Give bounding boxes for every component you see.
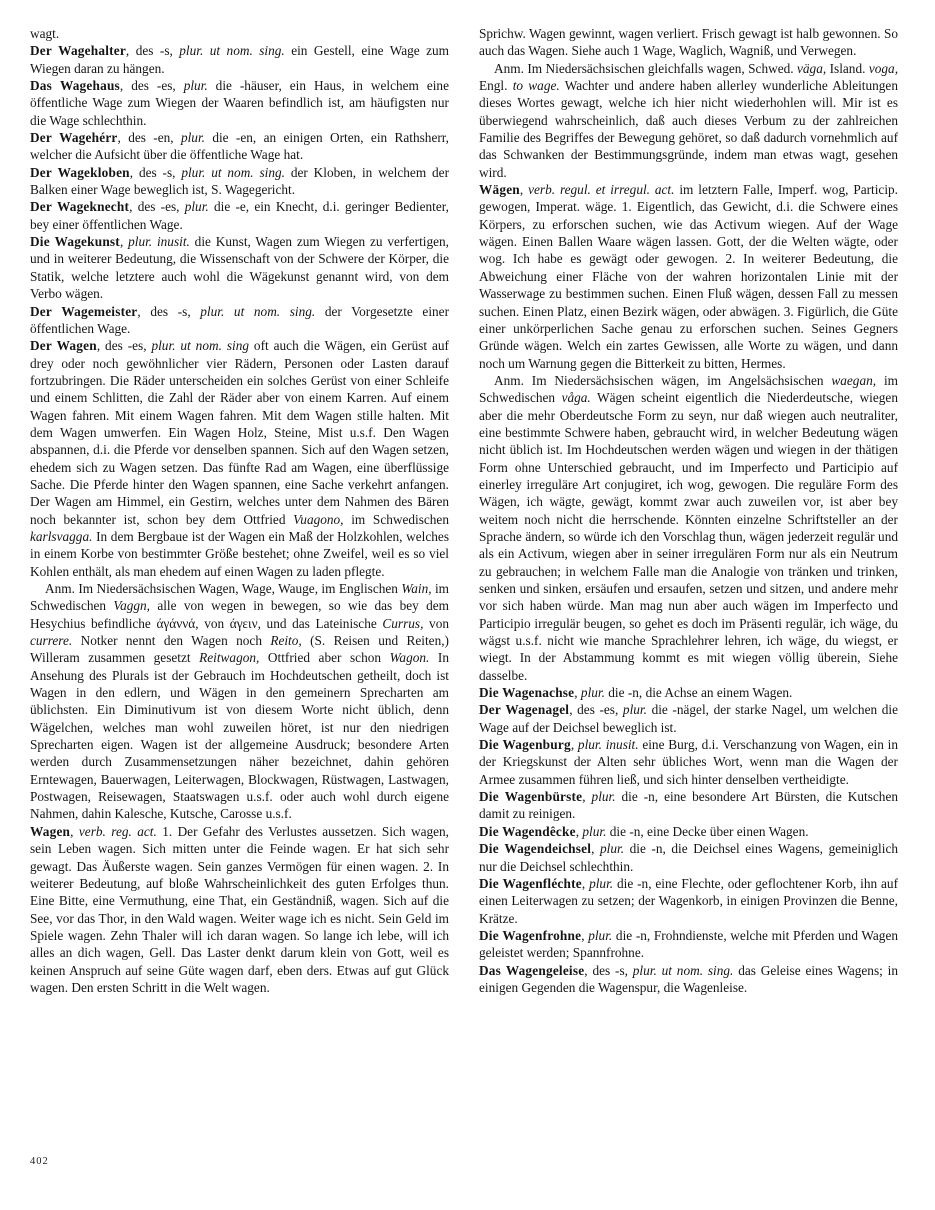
continuation-paragraph — [479, 25, 898, 60]
headword: Die Wagenfrohne — [479, 927, 582, 943]
text-segment: Notker nennt den Wagen noch — [72, 633, 271, 649]
dictionary-entry — [30, 337, 449, 580]
column-right — [479, 25, 898, 996]
text-segment: , — [575, 823, 583, 839]
text-segment: plur. — [622, 702, 647, 718]
page-number: 402 — [30, 1156, 49, 1167]
text-segment: , — [582, 789, 592, 805]
text-segment: Reito, — [270, 633, 302, 649]
column-left — [30, 25, 449, 996]
text-segment: im Schwedischen — [479, 372, 898, 406]
headword: Der Wagemeister — [30, 303, 138, 319]
text-segment: , — [119, 234, 129, 250]
text-segment: die -n, eine besondere Art Bürsten, die Kutschen damit zu reinigen. — [479, 789, 898, 822]
text-segment: karlsvagga. — [30, 528, 93, 544]
text-segment: im Schwedischen — [30, 581, 449, 614]
text-segment: plur. ut nom. sing. — [200, 303, 316, 319]
text-segment: die -n, eine Decke über einen Wagen. — [606, 823, 809, 839]
text-segment: Anm. Im Niedersächsischen Wagen, Wage, Wauge, im Englischen — [45, 581, 402, 596]
text-segment: (S. Reisen und Reiten,) Willeram zusammen gesetzt — [30, 633, 449, 666]
text-segment: plur. ut nom. sing — [151, 338, 249, 354]
text-segment: voga, — [868, 60, 899, 76]
text-segment: , des -s, — [584, 962, 633, 978]
text-segment: , — [570, 737, 578, 753]
text-segment: die Kunst, Wagen zum Wiegen zu verfertigen, und in weiterer Bedeutung, die Wissenschaft von der Schwere der Körper, die Statik, welche letztere auch wohl die Wägekunst genannt wird, von dem Verbo wägen. — [30, 234, 450, 302]
text-segment: die -nägel, der starke Nagel, um welchen die Wage auf der Deichsel beweglich ist. — [479, 702, 898, 735]
headword: Der Wageknecht — [30, 199, 130, 215]
dictionary-entry — [479, 701, 898, 736]
text-segment: Reitwagon, — [199, 650, 260, 666]
text-segment: , des -es, — [129, 199, 185, 215]
text-segment: im Schwedischen — [343, 511, 449, 527]
dictionary-entry — [479, 788, 898, 823]
dictionary-entry — [30, 129, 449, 164]
text-segment: plur. — [589, 875, 614, 891]
text-segment: plur. ut nom. sing. — [632, 962, 734, 978]
text-segment: eine Burg, d.i. Verschanzung von Wagen, ein in der Kriegskunst der Alten sehr übliches Wort, wenn man die Wagen der Armee zusammen führen ließ, und sich hinter denselben vertheidigte. — [479, 737, 899, 787]
text-columns — [30, 25, 898, 996]
text-segment: ein Gestell, eine Wage zum Wiegen daran zu hängen. — [30, 43, 450, 76]
headword: Die Wagendêcke — [479, 823, 576, 839]
dictionary-entry — [30, 198, 449, 233]
annotation-paragraph — [479, 60, 898, 181]
text-segment: plur. — [591, 789, 616, 805]
text-segment: die -n, die Deichsel eines Wagens, gemeiniglich nur die Deichsel schlechthin. — [479, 841, 898, 874]
dictionary-entry — [30, 42, 449, 77]
text-segment: , des -es, — [569, 702, 623, 718]
text-segment: , — [519, 182, 529, 198]
continuation-paragraph — [30, 25, 449, 42]
headword: Der Wagenagel — [479, 702, 570, 718]
text-segment: 1. Der Gefahr des Verlustes aussetzen. Sich wagen, sein Leben wagen. Sich mitten unter die Feinde wagen. Er hat sich sehr gewagt. Das Äußerste wagen. Sein ganzes Vermögen für einen wagen. 2. In weiterer Bedeutung, auf bloße Wahrscheinlichkeit des guten Erfolges thun. Eine Bitte, eine Vermuthung, eine That, ein Geständniß, wagen. Sich auf die See, vor das Thor, in den Wald wagen. Weiter wage ich es nicht. Sein Geld im Spiele wagen. Zehn Thaler will ich daran wagen. So lange ich lebe, will ich alles an dich wagen, Gell. Das Laster denkt darum klein von Gott, weil es keinen Anspruch auf seine Güte wagen darf, eben ders. Etwas auf gut Glück wagen. Den ersten Schritt in die Welt wagen. — [30, 823, 449, 995]
text-segment: die -e, ein Knecht, d.i. geringer Bedienter, bey einer öffentlichen Wage. — [30, 199, 449, 232]
text-segment: Vaggn, — [113, 598, 150, 614]
headword: Wägen — [479, 182, 520, 198]
text-segment: plur. — [580, 685, 605, 701]
headword: Die Wagenburg — [479, 737, 571, 753]
dictionary-entry — [30, 303, 449, 338]
text-segment: , — [581, 875, 590, 891]
headword: Die Wagenfléchte — [479, 875, 582, 891]
text-segment: Ottfried aber schon — [259, 650, 390, 666]
headword: Der Wagehalter — [30, 43, 126, 59]
text-segment: das Geleise eines Wagens; in einigen Gegenden die Wagenspur, die Wagenleise. — [479, 962, 898, 995]
headword: Die Wagekunst — [30, 234, 120, 250]
text-segment: Wagon. — [389, 650, 430, 666]
dictionary-entry — [30, 164, 449, 199]
text-segment: Anm. Im Niedersächsischen wägen, im Angelsächsischen — [494, 372, 832, 388]
text-segment: plur. — [588, 927, 613, 943]
text-segment: , — [591, 841, 601, 857]
headword: Das Wagehaus — [30, 78, 120, 94]
text-segment: alle von wegen in bewegen, so wie das bey dem Hesychius befindliche άγάννά, von άγειν, und das Lateinische — [30, 598, 449, 631]
headword: Die Wagendeichsel — [479, 841, 592, 857]
text-segment: , des -s, — [137, 303, 201, 319]
annotation-paragraph — [30, 580, 449, 823]
text-segment: , — [574, 685, 581, 701]
text-segment: plur. — [184, 199, 209, 215]
text-segment: waegan, — [831, 372, 877, 388]
annotation-paragraph — [479, 372, 898, 684]
text-segment: to wage. — [512, 78, 560, 94]
dictionary-entry — [479, 840, 898, 875]
text-segment: verb. regul. et irregul. act. — [528, 182, 675, 198]
text-segment: currere. — [30, 633, 73, 649]
headword: Die Wagenbürste — [479, 789, 583, 805]
text-segment: , des -es, — [96, 338, 152, 354]
text-segment: von — [423, 615, 449, 631]
text-segment: , des -es, — [119, 78, 184, 94]
text-segment: väga, — [797, 60, 827, 76]
text-segment: , des -en, — [117, 130, 181, 146]
headword: Der Wagen — [30, 338, 97, 354]
text-segment: die -häuser, ein Haus, in welchem eine öffentliche Wage zum Wiegen der Waaren befindlich ist, am häufigsten nur die Wage schlechthin. — [30, 78, 449, 128]
text-segment: Island. — [826, 60, 869, 76]
text-segment: plur. inusit. — [577, 737, 639, 753]
dictionary-entry — [30, 77, 449, 129]
dictionary-entry — [479, 962, 898, 997]
dictionary-entry — [479, 181, 898, 372]
text-segment: oft auch die Wägen, ein Gerüst auf drey oder noch gewöhnlicher vier Rädern, Personen oder Lasten darauf fortzubringen. Die Räder unterscheiden ein solches Gerüst von einer Schleife und einem Schlitten, die Zahl der Räder aber von einem Karren. Auf einem Wagen fahren. Mit einem Wagen fahren. Mit dem Wagen stille halten. Mit dem Wagen umwerfen. Ein Wagen Holz, Steine, Mist u.s.f. Den Wagen abspannen, d.i. die Pferde vor denselben spannen. Sich auf den Wagen setzen, ehedem sich zu Wagen setzen. Das fünfte Rad am Wagen, eine überflüssige Sache. Die Pferde hinter den Wagen spannen, eine Sache verkehrt anfangen. Der Wagen am Himmel, ein Gestirn, welches unter dem Nahmen des Bären noch bekannter ist, schon bey dem Ottfried — [30, 338, 449, 527]
dictionary-entry — [30, 823, 449, 996]
text-segment: plur. ut nom. sing. — [179, 43, 285, 59]
text-segment: Currus, — [382, 615, 424, 631]
text-segment: In dem Bergbaue ist der Wagen ein Maß der Holzkohlen, welches in einem Korbe von bestimmter Größe bestehet; ohne Zweifel, weil es so viel Kohlen enthält, als man ehedem auf einen Wagen zu laden pflegte. — [30, 528, 449, 579]
headword: Wagen — [30, 823, 71, 839]
dictionary-entry — [479, 684, 898, 701]
text-segment: der Kloben, in welchem der Balken einer Wage beweglich ist, S. Wagegericht. — [30, 164, 450, 198]
text-segment: wagt. — [30, 26, 60, 41]
text-segment: verb. reg. act. — [78, 823, 157, 839]
text-segment: Wain, — [401, 581, 432, 596]
text-segment: plur. inusit. — [128, 234, 190, 250]
text-segment: Engl. — [479, 78, 513, 94]
text-segment: Vuagono, — [293, 511, 344, 527]
headword: Der Wagehérr — [30, 130, 118, 146]
text-segment: , des -s, — [125, 43, 180, 59]
text-segment: våga. — [561, 390, 591, 406]
text-segment: die -n, die Achse an einem Wagen. — [604, 685, 793, 701]
text-segment: Wachter und andere haben allerley wunderliche Ableitungen dieses Wortes gewagt, welche ich hier nicht wiederhohlen will. Mir ist es überwiegend wahrscheinlich, daß auch dieses Verbum zu der zahlreichen Familie des Begriffes der Bewegung gehöret, so daß dadurch vornehmlich auf das Schwanken der Bestimmungsgründe, indem man etwas wagt, gesehen wird. — [479, 78, 898, 180]
text-segment: , — [581, 927, 589, 943]
text-segment: plur. ut nom. sing. — [181, 164, 285, 180]
headword: Der Wagekloben — [30, 164, 130, 180]
dictionary-entry — [30, 233, 449, 302]
text-segment: Wägen scheint eigentlich die Niederdeutsche, wiegen aber die mehr Oberdeutsche Form zu seyn, nur daß wiegen auch neutraliter, eine bestimmte Schwere haben, gebraucht wird, in welcher Bedeutung wägen nicht üblich ist. Im Hochdeutschen werden wägen und wiegen in der thätigen Form ohne Unterschied gebraucht, und im Imperfecto und Participio auf einerley irreguläre Art conjugiret, ich wog, gewogen. Die reguläre Form des Wägen, ich wägte, gewägt, kommt zwar auch zuweilen vor, ist aber bey weitem noch nicht die herrschende. Könnten einzelne Schriftsteller an der Sprache ändern, so würde ich den Vorschlag thun, wägen jederzeit regulär und als ein Activum, wiegen aber in seiner irregulären Form nur als ein Neutrum zu gebrauchen; in welchem Falle man die Analogie von tränken und trinken, senken und sinken, ersäufen und ersaufen, setzen und sitzen, und andere mehr vor sich haben würde. Man mag nun aber auch wägen im Imperfecto und Participio irregulär beugen, so gehet es doch im Präsenti regulär, ich wäge, du wägst u.s.f. nicht wie manche Sprachlehrer lehren, ich wäge, du wiegst, er wiegt. In der Abstammung kommt es mit wiegen völlig überein, Siehe dasselbe. — [479, 390, 898, 683]
text-segment: die -n, eine Flechte, oder geflochtener Korb, ihn auf einen Leiterwagen zu setzen; der Wagenkorb, in einigen Provinzen die Benne, Krätze. — [479, 875, 898, 926]
text-segment: plur. — [600, 841, 625, 857]
text-segment: im letztern Falle, Imperf. wog, Particip. gewogen, Imperat. wäge. 1. Eigentlich, das Gewicht, d.i. die Schwere eines Körpers, zu erforschen suchen, wie das Activum wiegen. Auf der Wage wägen. Einen Ballen Waare wägen lassen. Gott, der die Welten wägte, oder wog. Ich habe es gewägt oder gewogen. 2. In weiterer Bedeutung, die Abweichung einer Fläche von der wahren horizontalen Linie mit der Wasserwage zu bestimmen suchen. Einen Fluß wägen, dessen Fall zu messen suchen. Einen Platz, einen Bezirk wägen, oder abwägen. 3. Figürlich, die Güte einer unkörperlichen Sache genau zu erforschen suchen. Seines Gegners Gründe wägen. Welch ein zartes Gewissen, alle Worte zu wägen, und dann noch um Warnung gegen die Bitterkeit zu bitten, Hermes. — [479, 182, 899, 371]
text-segment: die -n, Frohndienste, welche mit Pferden und Wagen geleistet werden; Spannfrohne. — [479, 927, 898, 961]
dictionary-entry — [479, 927, 898, 962]
text-segment: Anm. Im Niedersächsischen gleichfalls wagen, Schwed. — [494, 60, 797, 76]
text-segment: plur. — [582, 823, 607, 839]
dictionary-entry — [479, 736, 898, 788]
text-segment: , — [70, 823, 79, 839]
text-segment: plur. — [183, 78, 208, 94]
text-segment: , des -s, — [129, 164, 182, 180]
text-segment: die -en, an einigen Orten, ein Rathsherr, welcher die Aufsicht über die öffentliche Wage hat. — [30, 130, 449, 163]
text-segment: plur. — [180, 130, 205, 146]
text-segment: der Vorgesetzte einer öffentlichen Wage. — [30, 303, 450, 336]
headword: Das Wagengeleise — [479, 962, 585, 978]
text-segment: In Ansehung des Plurals ist der Gebrauch im Hochdeutschen getheilt, doch ist Wagen in den edlern, und Wägen in den gemeinern Sprecharten am üblichsten. Ein Diminutivum ist von diesem Worte nicht üblich, denn Wägelchen, welches man wohl zuweilen höret, ist nur den niedrigen Sprecharten eigen. Wagen ist der allgemeine Ausdruck; besondere Arten werden durch Zusammensetzungen näher bezeichnet, dahin gehören Erntewagen, Bauerwagen, Leiterwagen, Blockwagen, Rüstwagen, Lastwagen, Postwagen, Reisewagen, Staatswagen u.s.f. oder auch wohl durch eigene Nahmen, dahin Kalesche, Kutsche, Carosse u.s.f. — [30, 650, 449, 822]
dictionary-entry — [479, 875, 898, 927]
text-segment: Sprichw. Wagen gewinnt, wagen verliert. Frisch gewagt ist halb gewonnen. So auch das Wagen. Siehe auch 1 Wage, Waglich, Wagniß, und Verwegen. — [479, 26, 898, 59]
dictionary-entry — [479, 823, 898, 840]
headword: Die Wagenachse — [479, 685, 575, 701]
